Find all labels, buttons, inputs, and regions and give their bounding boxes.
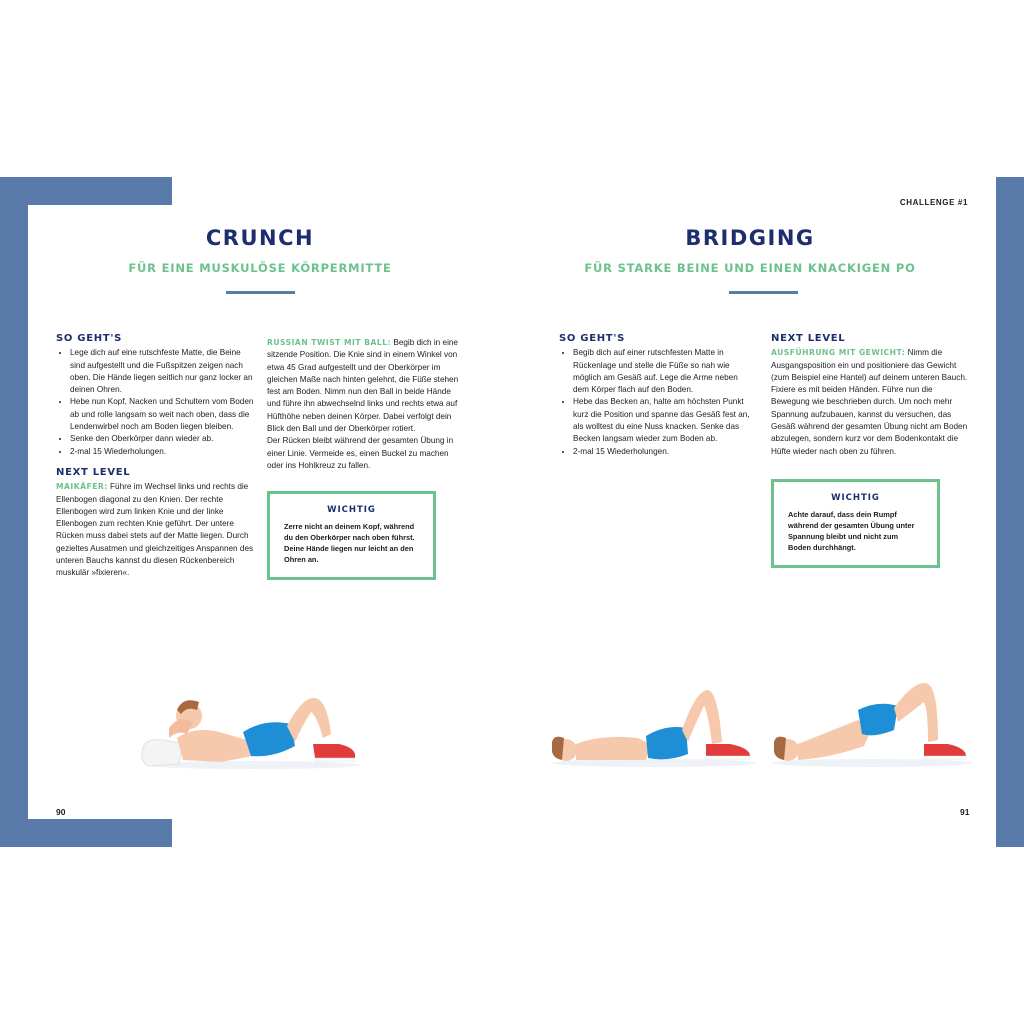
right-page-subtitle: FÜR STARKE BEINE UND EINEN KNACKIGEN PO	[584, 261, 916, 275]
left-title-rule	[226, 291, 295, 294]
list-item: • Hebe nun Kopf, Nacken und Schultern vom Boden ab und rolle langsam so weit nach oben, dass die Lendenwirbel noch am Boden liegen bleiben.	[70, 396, 256, 433]
right-page-color-band	[996, 177, 1024, 847]
page-number-left: 90	[56, 807, 66, 817]
variant-text: Führe im Wechsel links und rechts die Ellenbogen diagonal zu den Knien. Der rechte Ellenbogen wird zum linken Knie und der linke Ellenbogen zum rechten Knie geführt. Der untere Rücken muss dabei stets auf der Matte liegen. Durch gezieltes Ausatmen und gleichzeitiges Anspannen des unteren Bauchs kannst du diesen Rückenbereich muskulär »fixieren«.	[56, 482, 254, 578]
running-head: CHALLENGE #1	[899, 198, 968, 207]
so-gehts-heading: SO GEHT'S	[559, 333, 625, 344]
bridging-start-illustration	[546, 684, 756, 774]
right-column-1	[559, 333, 755, 458]
left-page-subtitle: FÜR EINE MUSKULÖSE KÖRPERMITTE	[128, 261, 392, 275]
so-gehts-list	[56, 347, 256, 458]
right-page-title: BRIDGING	[685, 226, 815, 250]
russian-twist-body: Begib dich in eine sitzende Position. Die Knie sind in einem Winkel von etwa 45 Grad aufgestellt und der Oberkörper im gleichen Maße nach hinten gelehnt, die Füße stehen fest am Boden. Nimm nun den Ball in beide Hände und führe ihn abwechselnd links und rechts etwa auf Hüfthöhe neben deinen Körper. Dabei verfolgt dein Blick den Ball und der Oberkörper rotiert.	[267, 338, 459, 434]
right-title-rule	[729, 291, 798, 294]
list-item: • Senke den Oberkörper dann wieder ab.	[70, 433, 256, 445]
russian-twist-text	[267, 337, 465, 435]
list-item: • Lege dich auf eine rutschfeste Matte, die Beine sind aufgestellt und die Fußspitzen zeigen nach oben. Die Hände liegen seitlich nur ganz locker an deinen Ohren.	[70, 347, 256, 396]
variant-label: AUSFÜHRUNG MIT GEWICHT:	[771, 348, 906, 358]
russian-twist-text-2: Der Rücken bleibt während der gesamten Übung in einer Linie. Vermeide es, einen Buckel zu machen oder ins Hohlkreuz zu fallen.	[267, 436, 454, 470]
next-level-heading: NEXT LEVEL	[56, 466, 131, 478]
so-gehts-list	[559, 347, 755, 458]
russian-twist-label: RUSSIAN TWIST MIT BALL:	[267, 338, 392, 347]
variant-label: MAIKÄFER:	[56, 482, 108, 492]
next-level-text	[56, 481, 256, 579]
list-item: • 2-mal 15 Wiederholungen.	[573, 446, 755, 458]
right-column-2	[771, 333, 971, 458]
page-number-right: 91	[960, 807, 970, 817]
wichtig-text: Zerre nicht an deinem Kopf, während du den Oberkörper nach oben führst. Deine Hände liegen nur leicht an den Ohren an.	[284, 522, 415, 564]
left-column-1	[56, 333, 256, 580]
wichtig-box-right	[771, 479, 940, 568]
next-level-text	[771, 347, 971, 458]
so-gehts-heading: SO GEHT'S	[56, 333, 122, 344]
list-item: • Hebe das Becken an, halte am höchsten Punkt kurz die Position und spanne das Gesäß fest an, als wolltest du eine Nuss knacken. Senke das Becken langsam wieder zum Boden ab.	[573, 396, 755, 445]
list-item: • 2-mal 15 Wiederholungen.	[70, 446, 256, 458]
variant-text: Nimm die Ausgangsposition ein und positioniere das Gewicht (zum Beispiel eine Hantel) auf deinem unteren Bauch. Fixiere es mit beiden Händen. Führe nun die Bewegung wie beschrieben durch. Um noch mehr Spannung aufzubauen, kannst du versuchen, das Gesäß während der gesamten Übung nicht am Boden abzulegen, sondern kurz vor dem Bodenkontakt die Hüfte wieder nach oben zu führen.	[771, 348, 968, 456]
wichtig-title: WICHTIG	[327, 505, 376, 515]
wichtig-box-left	[267, 491, 436, 580]
bridging-raised-illustration	[768, 680, 973, 774]
list-item: • Begib dich auf einer rutschfesten Matte in Rückenlage und stelle die Füße so nah wie möglich am Gesäß auf. Lege die Arme neben dem Körper flach auf den Boden.	[573, 347, 755, 396]
left-page-title: CRUNCH	[205, 226, 315, 250]
next-level-heading: NEXT LEVEL	[771, 333, 846, 344]
wichtig-title: WICHTIG	[831, 493, 880, 503]
wichtig-text: Achte darauf, dass dein Rumpf während der gesamten Übung unter Spannung bleibt und nicht zum Boden durchhängt.	[788, 510, 915, 552]
crunch-illustration	[135, 686, 370, 776]
left-column-2	[267, 337, 465, 472]
